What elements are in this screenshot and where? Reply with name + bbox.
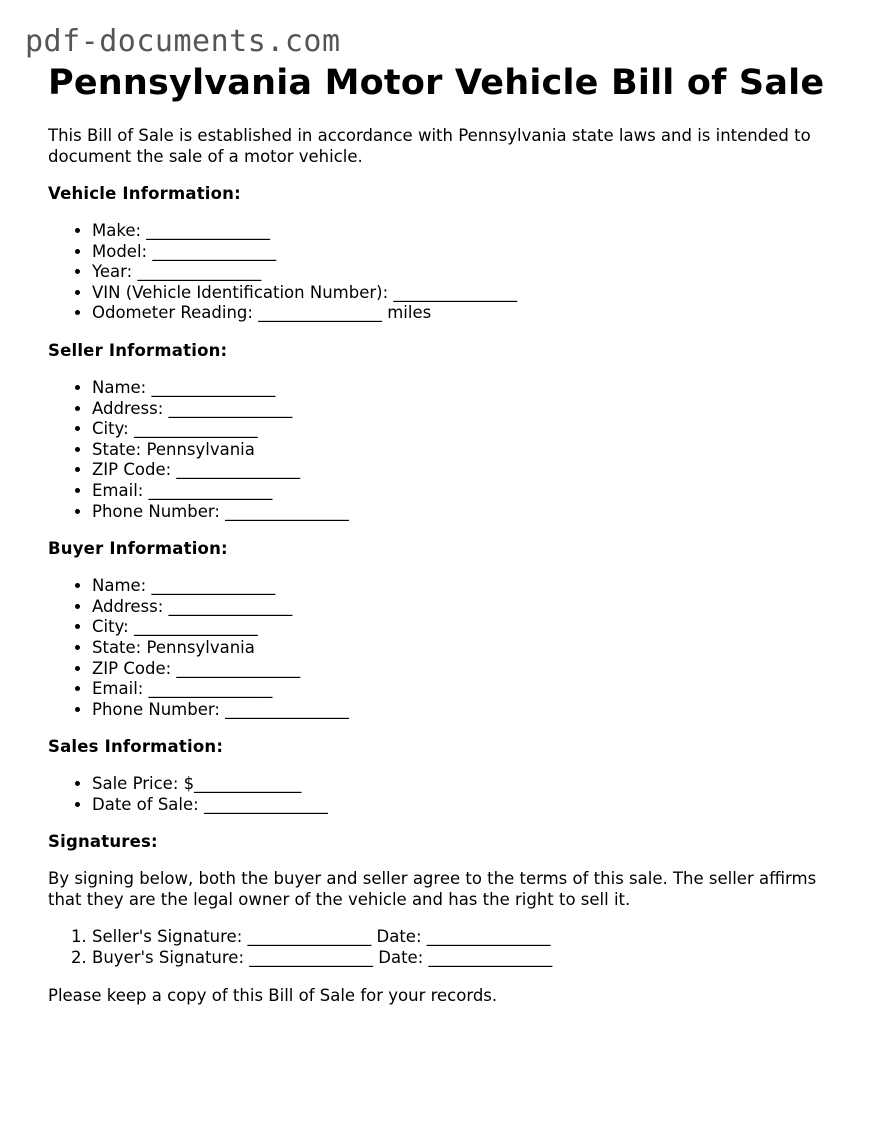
list-item-seller-address: • Address: _______________ [92,399,848,420]
seller-info-list [48,378,848,522]
signatures-paragraph: By signing below, both the buyer and seller agree to the terms of this sale. The seller affirms that they are the legal owner of the vehicle and has the right to sell it. [48,869,817,909]
list-item-sale-date: • Date of Sale: _______________ [92,795,848,816]
list-item-seller-signature: 1. Seller's Signature: _______________ Date: _______________ [92,927,848,948]
list-item-year: • Year: _______________ [92,262,848,283]
list-item-buyer-city: • City: _______________ [92,617,848,638]
list-item-buyer-phone: • Phone Number: _______________ [92,700,848,721]
sales-info-heading: Sales Information: [48,737,224,757]
list-item-seller-state: • State: Pennsylvania [92,440,848,461]
list-item-buyer-state: • State: Pennsylvania [92,638,848,659]
list-item-buyer-zip: • ZIP Code: _______________ [92,659,848,680]
signatures-list [48,927,848,968]
list-item-model: • Model: _______________ [92,242,848,263]
watermark: pdf-documents.com [25,24,341,59]
list-item-odometer: • Odometer Reading: _______________ miles [92,303,848,324]
document-body [48,62,848,1006]
list-item-seller-email: • Email: _______________ [92,481,848,502]
vehicle-info-heading: Vehicle Information: [48,184,241,203]
list-item-make: • Make: _______________ [92,221,848,242]
signatures-heading: Signatures: [48,832,158,852]
list-item-sale-price: • Sale Price: $_____________ [92,774,848,795]
buyer-info-heading: Buyer Information: [48,539,228,559]
list-item-seller-city: • City: _______________ [92,419,848,440]
list-item-seller-phone: • Phone Number: _______________ [92,502,848,523]
vehicle-info-list [48,221,848,324]
buyer-info-list [48,576,848,720]
closing-paragraph: Please keep a copy of this Bill of Sale for your records. [48,985,498,1005]
list-item-buyer-address: • Address: _______________ [92,597,848,618]
list-item-buyer-signature: 2. Buyer's Signature: _______________ Date: _______________ [92,948,848,969]
seller-info-heading: Seller Information: [48,340,228,360]
list-item-buyer-email: • Email: _______________ [92,679,848,700]
document-title: Pennsylvania Motor Vehicle Bill of Sale [48,63,825,103]
list-item-vin: • VIN (Vehicle Identification Number): _______________ [92,283,848,304]
sales-info-list [48,774,848,815]
intro-paragraph: This Bill of Sale is established in accordance with Pennsylvania state laws and is intended to document the sale of a motor vehicle. [48,126,811,166]
list-item-seller-zip: • ZIP Code: _______________ [92,460,848,481]
list-item-buyer-name: • Name: _______________ [92,576,848,597]
list-item-seller-name: • Name: _______________ [92,378,848,399]
